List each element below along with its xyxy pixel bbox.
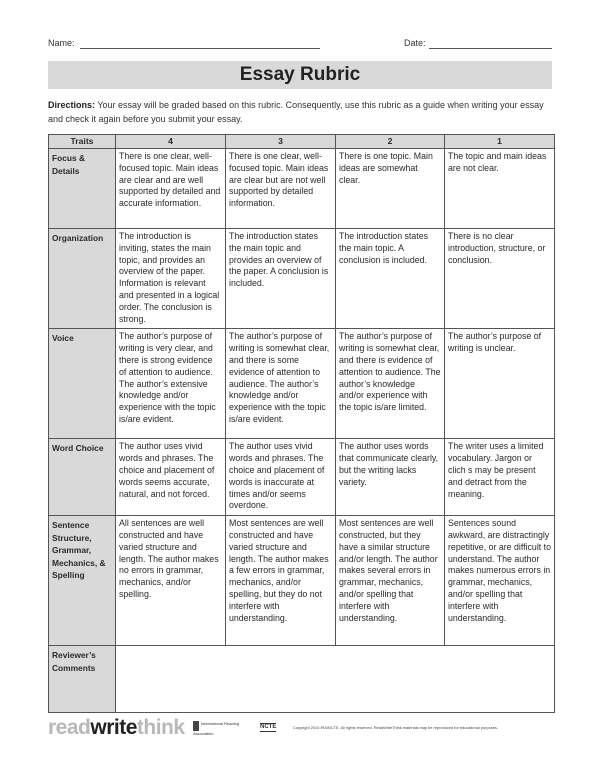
page-title: Essay Rubric: [48, 61, 552, 89]
table-cell: Sentences sound awkward, are distractingly repetitive, or are difficult to understand. The author makes numerous errors in grammar, mechanics, and/or spelling that interfere with understanding.: [445, 516, 555, 646]
trait-label: Organization: [49, 229, 116, 329]
header-traits: Traits: [49, 135, 116, 149]
trait-label: Word Choice: [49, 439, 116, 516]
ira-logo: International Reading Association: [193, 721, 240, 736]
header-score-1: 1: [445, 135, 555, 149]
name-field[interactable]: [80, 48, 320, 49]
table-cell: The author uses words that communicate clearly, but the writing lacks variety.: [336, 439, 445, 516]
table-cell: The author’s purpose of writing is unclear.: [445, 329, 555, 439]
table-cell: The author uses vivid words and phrases. The choice and placement of words seems accurate, natural, and not forced.: [116, 439, 226, 516]
table-cell: Most sentences are well constructed and have varied structure and length. The author makes a few errors in grammar, mechanics, and/or spelling, but they do not interfere with understanding.: [226, 516, 336, 646]
date-field[interactable]: [429, 48, 552, 49]
table-cell: The topic and main ideas are not clear.: [445, 149, 555, 229]
directions-label: Directions:: [48, 100, 96, 110]
date-label: Date:: [404, 38, 426, 48]
table-row-organization: [49, 229, 555, 329]
footer: [48, 716, 558, 740]
table-cell: There is one topic. Main ideas are somewhat clear.: [336, 149, 445, 229]
ira-mark-icon: [193, 721, 199, 731]
directions-text: Your essay will be graded based on this rubric. Consequently, use this rubric as a guide when writing your essay and check it again before you submit your essay.: [48, 100, 544, 124]
trait-label: Sentence Structure, Grammar, Mechanics, & Spelling: [49, 516, 116, 646]
reviewer-comments-field[interactable]: [116, 646, 555, 713]
name-label: Name:: [48, 38, 75, 48]
table-cell: The writer uses a limited vocabulary. Jargon or clich s may be present and detract from the meaning.: [445, 439, 555, 516]
table-row-sentence-structure: [49, 516, 555, 646]
table-cell: All sentences are well constructed and have varied structure and length. The author makes no errors in grammar, mechanics, and/or spelling.: [116, 516, 226, 646]
table-cell: The introduction is inviting, states the main topic, and provides an overview of the paper. Information is relevant and presented in a logical order. The conclusion is strong.: [116, 229, 226, 329]
directions: [48, 98, 556, 126]
header-score-3: 3: [226, 135, 336, 149]
table-cell: The author’s purpose of writing is somewhat clear, and there is some evidence of attention to audience. The author’s knowledge and/or experience with the topic is/are evident.: [226, 329, 336, 439]
table-cell: The introduction states the main topic. A conclusion is included.: [336, 229, 445, 329]
ncte-logo: NCTE: [260, 724, 277, 730]
table-cell: Most sentences are well constructed, but they have a similar structure and/or length. The author makes several errors in grammar, mechanics, and/or spelling that interfere with understanding.: [336, 516, 445, 646]
table-row-word-choice: [49, 439, 555, 516]
rubric-table: [48, 134, 555, 713]
readwritethink-logo: readwritethink: [48, 716, 185, 739]
table-cell: There is no clear introduction, structure, or conclusion.: [445, 229, 555, 329]
reviewer-comments-label: Reviewer’s Comments: [49, 646, 116, 713]
table-cell: The author’s purpose of writing is very clear, and there is strong evidence of attention to audience. The author’s extensive knowledge and/or experience with the topic is/are evident.: [116, 329, 226, 439]
table-cell: There is one clear, well-focused topic. Main ideas are clear and are well supported by detailed and accurate information.: [116, 149, 226, 229]
trait-label: Focus & Details: [49, 149, 116, 229]
table-cell: There is one clear, well-focused topic. Main ideas are clear but are not well supported by detailed information.: [226, 149, 336, 229]
header-score-2: 2: [336, 135, 445, 149]
table-cell: The author uses vivid words and phrases. The choice and placement of words is inaccurate at times and/or seems overdone.: [226, 439, 336, 516]
header-score-4: 4: [116, 135, 226, 149]
table-cell: The author’s purpose of writing is somewhat clear, and there is evidence of attention to audience. The author’s knowledge and/or experience with the topic is/are limited.: [336, 329, 445, 439]
trait-label: Voice: [49, 329, 116, 439]
copyright-text: Copyright 2010 IRA/NCTE. All rights reserved. ReadWriteThink materials may be reproduced for educational purposes.: [293, 725, 498, 730]
table-row-focus-details: [49, 149, 555, 229]
table-row-reviewer-comments: [49, 646, 555, 713]
table-cell: The introduction states the main topic and provides an overview of the paper. A conclusion is included.: [226, 229, 336, 329]
table-row-voice: [49, 329, 555, 439]
table-header-row: [49, 135, 555, 149]
